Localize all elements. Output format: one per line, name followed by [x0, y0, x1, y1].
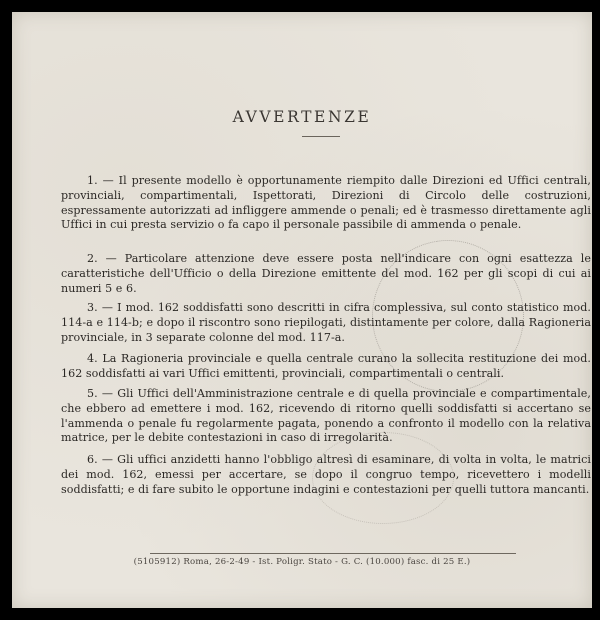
paragraph-1: 1. — Il presente modello è opportunamente riempito dalle Direzioni ed Uffici centrali, provinciali, compartimentali, Ispettorati, Direzioni di Circolo delle costruzioni, espressamente autorizzati ad infliggere ammende o penali; ed è trasmesso direttamente agli Uffici in cui presta servizio o fa capo il personale passibile di ammenda o penale.: [61, 174, 591, 232]
footer-divider: [150, 553, 516, 554]
document-page: [12, 12, 592, 608]
page-title: AVVERTENZE: [232, 108, 372, 126]
paragraph-6: 6. — Gli uffici anzidetti hanno l'obbligo altresì di esaminare, di volta in volta, le matrici dei mod. 162, emessi per accertare, se dopo il congruo tempo, ricevettero i modelli soddisfatti; e di fare subito le opportune indagini e contestazioni per quelli tuttora mancanti.: [61, 453, 591, 496]
paragraph-4: 4. La Ragioneria provinciale e quella centrale curano la sollecita restituzione dei mod. 162 soddisfatti ai vari Uffici emittenti, provinciali, compartimentali o centrali.: [61, 352, 591, 380]
paragraph-2: 2. — Particolare attenzione deve essere posta nell'indicare con ogni esattezza le caratteristiche dell'Ufficio o della Direzione emittente del mod. 162 per gli scopi di cui ai numeri 5 e 6.: [61, 252, 591, 295]
printer-imprint: (5105912) Roma, 26-2-49 - Ist. Poligr. Stato - G. C. (10.000) fasc. di 25 E.): [133, 557, 471, 567]
title-underline: [302, 136, 340, 137]
paragraph-5: 5. — Gli Uffici dell'Amministrazione centrale e di quella provinciale e compartimentale, che ebbero ad emettere i mod. 162, ricevendo di ritorno quelli soddisfatti si accertano se l'ammenda o penale fu regolarmente pagata, ponendo a confronto il modello con la relativa matrice, per le debite contestazioni in caso di irregolarità.: [61, 387, 591, 445]
paragraph-3: 3. — I mod. 162 soddisfatti sono descritti in cifra complessiva, sul conto statistico mod. 114-a e 114-b; e dopo il riscontro sono riepilogati, distintamente per colore, dalla Ragioneria provinciale, in 3 separate colonne del mod. 117-a.: [61, 301, 591, 344]
